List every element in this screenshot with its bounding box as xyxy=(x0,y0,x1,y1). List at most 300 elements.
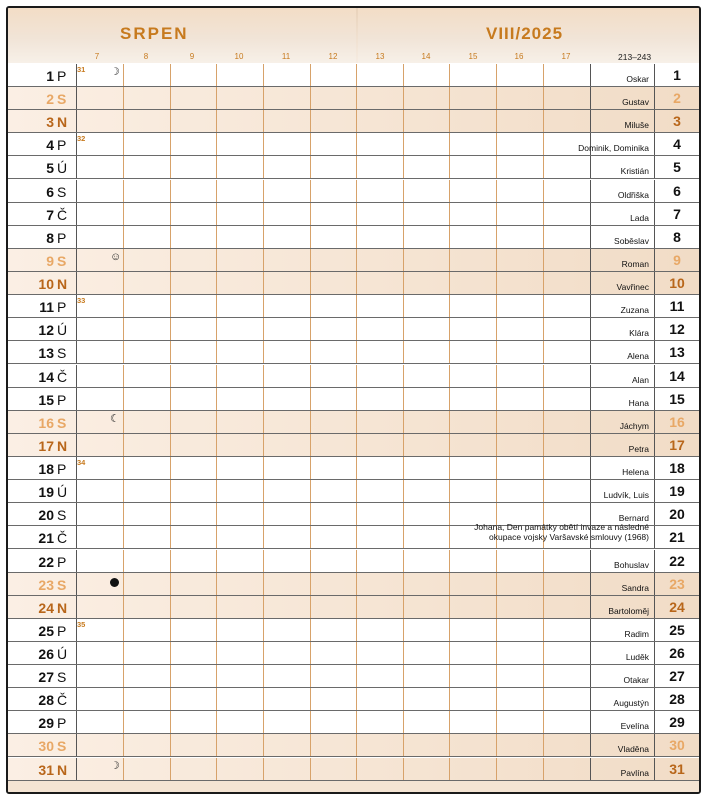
weekday-letter: Č xyxy=(57,368,68,385)
day-row[interactable] xyxy=(8,64,699,87)
grid-line xyxy=(76,365,77,387)
grid-line xyxy=(449,87,450,109)
grid-line xyxy=(590,295,591,317)
grid-line xyxy=(496,272,497,294)
day-row[interactable] xyxy=(8,203,699,226)
name-day: Petra xyxy=(628,443,649,454)
grid-line xyxy=(76,203,77,225)
day-number-right: 26 xyxy=(669,645,685,661)
grid-line xyxy=(310,249,311,271)
new-moon-icon xyxy=(110,578,119,587)
day-row[interactable] xyxy=(8,249,699,272)
day-row[interactable] xyxy=(8,365,699,388)
grid-line xyxy=(216,365,217,387)
month-title: SRPEN xyxy=(120,24,189,43)
grid-line xyxy=(216,734,217,756)
day-row[interactable] xyxy=(8,758,699,781)
grid-line xyxy=(449,711,450,733)
grid-line xyxy=(263,110,264,132)
grid-line xyxy=(76,110,77,132)
grid-line xyxy=(310,64,311,86)
grid-line xyxy=(403,64,404,86)
day-row[interactable] xyxy=(8,457,699,480)
grid-line xyxy=(403,156,404,178)
grid-line xyxy=(403,688,404,710)
grid-line xyxy=(356,457,357,479)
grid-line xyxy=(449,318,450,340)
day-number-right: 11 xyxy=(669,298,685,315)
weekday-letter: S xyxy=(57,252,67,269)
day-row[interactable] xyxy=(8,133,699,156)
day-row[interactable] xyxy=(8,411,699,434)
day-row[interactable] xyxy=(8,226,699,249)
grid-line xyxy=(403,619,404,641)
grid-line xyxy=(449,295,450,317)
grid-line xyxy=(590,272,591,294)
day-number-right: 1 xyxy=(673,67,681,83)
grid-line xyxy=(310,734,311,756)
name-day: Ludvík, Luis xyxy=(603,490,649,501)
grid-line xyxy=(263,619,264,641)
grid-line xyxy=(170,87,171,109)
grid-line xyxy=(590,642,591,664)
grid-line xyxy=(403,457,404,479)
grid-line xyxy=(123,411,124,433)
day-number-right: 15 xyxy=(669,390,685,407)
grid-line xyxy=(356,688,357,710)
grid-line xyxy=(263,365,264,387)
grid-line xyxy=(76,411,77,433)
day-number: 10 xyxy=(38,276,54,293)
day-row[interactable] xyxy=(8,388,699,411)
grid-line xyxy=(496,734,497,756)
grid-line xyxy=(543,110,544,132)
day-of-year-range: 213–243 xyxy=(618,52,652,62)
grid-line xyxy=(216,711,217,733)
grid-line xyxy=(216,318,217,340)
grid-line xyxy=(590,64,591,86)
grid-line xyxy=(123,619,124,641)
weekday-letter: Č xyxy=(57,206,68,223)
weekday-letter: P xyxy=(57,461,67,478)
day-number-right: 23 xyxy=(669,575,685,592)
day-number: 16 xyxy=(38,414,54,431)
hour-label: 9 xyxy=(189,52,195,61)
grid-line xyxy=(356,711,357,733)
week-number: 33 xyxy=(77,296,86,306)
grid-line xyxy=(310,526,311,548)
grid-line xyxy=(496,203,497,225)
grid-line xyxy=(76,341,77,363)
day-row[interactable] xyxy=(8,711,699,734)
grid-line xyxy=(543,388,544,410)
grid-line xyxy=(403,758,404,780)
grid-line xyxy=(496,411,497,433)
day-row[interactable] xyxy=(8,318,699,341)
day-row[interactable] xyxy=(8,156,699,179)
grid-line xyxy=(356,642,357,664)
grid-line xyxy=(543,758,544,780)
grid-line xyxy=(263,249,264,271)
hour-label: 11 xyxy=(281,52,291,61)
grid-line xyxy=(543,688,544,710)
grid-line xyxy=(310,226,311,248)
grid-line xyxy=(263,180,264,202)
grid-line xyxy=(170,573,171,595)
grid-line xyxy=(123,226,124,248)
grid-line xyxy=(310,341,311,363)
grid-line xyxy=(403,272,404,294)
grid-line xyxy=(170,550,171,572)
weekday-letter: Č xyxy=(57,530,68,547)
grid-line xyxy=(310,596,311,618)
day-number: 25 xyxy=(38,622,54,639)
grid-line xyxy=(496,64,497,86)
day-number-right: 28 xyxy=(669,691,685,708)
grid-line xyxy=(76,688,77,710)
grid-line xyxy=(170,226,171,248)
day-number: 22 xyxy=(38,553,54,570)
name-day: Bohuslav xyxy=(614,559,649,570)
grid-line xyxy=(216,596,217,618)
day-row[interactable] xyxy=(8,734,699,757)
grid-line xyxy=(590,318,591,340)
grid-line xyxy=(170,596,171,618)
grid-line xyxy=(356,203,357,225)
grid-line xyxy=(170,295,171,317)
grid-line xyxy=(590,550,591,572)
grid-line xyxy=(170,734,171,756)
hour-label: 15 xyxy=(468,52,478,61)
grid-line xyxy=(216,87,217,109)
grid-line xyxy=(356,734,357,756)
grid-line xyxy=(263,318,264,340)
grid-line xyxy=(403,665,404,687)
week-number: 32 xyxy=(77,134,86,144)
day-row[interactable] xyxy=(8,619,699,642)
grid-line xyxy=(123,110,124,132)
day-row[interactable] xyxy=(8,596,699,619)
grid-line xyxy=(590,226,591,248)
name-day: Evelína xyxy=(620,721,649,732)
grid-line xyxy=(496,180,497,202)
weekday-letter: N xyxy=(57,437,68,454)
weekday-letter: S xyxy=(57,345,67,362)
grid-line xyxy=(123,734,124,756)
day-number: 30 xyxy=(38,738,54,755)
day-number-right: 2 xyxy=(673,90,681,107)
grid-line xyxy=(496,434,497,456)
grid-line xyxy=(590,180,591,202)
grid-line xyxy=(263,203,264,225)
grid-line xyxy=(123,180,124,202)
grid-line xyxy=(216,619,217,641)
grid-line xyxy=(403,642,404,664)
grid-line xyxy=(543,596,544,618)
grid-line xyxy=(123,526,124,548)
weekday-letter: S xyxy=(57,576,67,593)
grid-line xyxy=(403,87,404,109)
name-day: Zuzana xyxy=(620,305,649,316)
day-row[interactable] xyxy=(8,480,699,503)
name-day-line: Johana, Den památky obětí invaze a následné xyxy=(474,522,649,533)
name-day: Soběslav xyxy=(614,235,649,246)
grid-line xyxy=(76,272,77,294)
grid-line xyxy=(263,596,264,618)
grid-line xyxy=(496,758,497,780)
grid-line xyxy=(449,203,450,225)
grid-line xyxy=(263,480,264,502)
name-day: Augustýn xyxy=(613,698,649,709)
grid-line xyxy=(310,457,311,479)
grid-line xyxy=(403,411,404,433)
day-number-right: 20 xyxy=(669,506,685,523)
grid-line xyxy=(123,457,124,479)
grid-line xyxy=(543,203,544,225)
grid-line xyxy=(449,180,450,202)
day-number: 14 xyxy=(38,368,54,385)
grid-line xyxy=(123,64,124,86)
grid-line xyxy=(123,688,124,710)
grid-line xyxy=(310,503,311,525)
grid-line xyxy=(543,665,544,687)
grid-line xyxy=(403,734,404,756)
weekday-letter: S xyxy=(57,91,67,108)
day-number: 31 xyxy=(38,761,54,778)
grid-line xyxy=(590,156,591,178)
grid-line xyxy=(310,480,311,502)
grid-line xyxy=(310,272,311,294)
grid-line xyxy=(356,758,357,780)
day-number-right: 24 xyxy=(669,598,685,615)
day-number-right: 8 xyxy=(673,228,681,245)
name-day: Alena xyxy=(627,351,649,362)
day-number-right: 6 xyxy=(673,182,681,199)
grid-line xyxy=(310,411,311,433)
grid-line xyxy=(216,480,217,502)
day-row[interactable] xyxy=(8,110,699,133)
grid-line xyxy=(76,573,77,595)
day-row[interactable] xyxy=(8,550,699,573)
header-divider xyxy=(356,8,358,63)
day-number-right: 3 xyxy=(673,113,681,130)
day-number: 8 xyxy=(46,229,54,246)
grid-line xyxy=(123,87,124,109)
grid-line xyxy=(123,203,124,225)
day-number: 20 xyxy=(38,507,54,524)
day-number-right: 27 xyxy=(669,668,685,685)
grid-line xyxy=(123,156,124,178)
grid-line xyxy=(263,156,264,178)
day-number: 13 xyxy=(38,345,54,362)
grid-line xyxy=(543,341,544,363)
grid-line xyxy=(590,573,591,595)
grid-line xyxy=(449,688,450,710)
day-number-right: 5 xyxy=(673,159,681,176)
grid-line xyxy=(356,272,357,294)
day-row[interactable] xyxy=(8,341,699,364)
grid-line xyxy=(403,133,404,155)
grid-line xyxy=(543,457,544,479)
grid-line xyxy=(76,180,77,202)
grid-line xyxy=(310,758,311,780)
grid-line xyxy=(590,365,591,387)
weekday-letter: P xyxy=(57,715,67,732)
day-row[interactable] xyxy=(8,642,699,665)
hour-label: 14 xyxy=(421,52,431,61)
grid-line xyxy=(263,642,264,664)
grid-line xyxy=(310,711,311,733)
grid-line xyxy=(263,411,264,433)
grid-line xyxy=(590,665,591,687)
day-number: 29 xyxy=(38,715,54,732)
grid-line xyxy=(496,619,497,641)
grid-line xyxy=(76,156,77,178)
grid-line xyxy=(263,226,264,248)
grid-line xyxy=(310,110,311,132)
day-row[interactable] xyxy=(8,522,699,549)
grid-line xyxy=(403,434,404,456)
name-day: Miluše xyxy=(624,120,649,131)
grid-line xyxy=(170,642,171,664)
grid-line xyxy=(543,64,544,86)
grid-line xyxy=(263,526,264,548)
grid-line xyxy=(543,365,544,387)
day-number-right: 18 xyxy=(669,460,685,477)
grid-line xyxy=(356,434,357,456)
grid-line xyxy=(449,64,450,86)
grid-line xyxy=(449,665,450,687)
grid-line xyxy=(170,480,171,502)
grid-line xyxy=(449,573,450,595)
grid-line xyxy=(449,550,450,572)
grid-line xyxy=(216,388,217,410)
name-day: Vladěna xyxy=(617,744,649,755)
grid-line xyxy=(496,388,497,410)
grid-line xyxy=(403,341,404,363)
grid-line xyxy=(170,341,171,363)
grid-line xyxy=(216,642,217,664)
grid-line xyxy=(543,642,544,664)
grid-line xyxy=(356,295,357,317)
day-number: 24 xyxy=(38,599,54,616)
grid-line xyxy=(590,734,591,756)
day-row[interactable] xyxy=(8,87,699,110)
grid-line xyxy=(76,434,77,456)
grid-line xyxy=(216,272,217,294)
day-row[interactable] xyxy=(8,434,699,457)
grid-line xyxy=(356,133,357,155)
day-row[interactable] xyxy=(8,295,699,318)
grid-line xyxy=(76,503,77,525)
grid-line xyxy=(356,341,357,363)
grid-line xyxy=(496,133,497,155)
full-moon-icon: ☺ xyxy=(110,250,122,263)
grid-line xyxy=(356,87,357,109)
grid-line xyxy=(216,411,217,433)
grid-line xyxy=(170,411,171,433)
grid-line xyxy=(543,156,544,178)
grid-line xyxy=(403,388,404,410)
day-row[interactable] xyxy=(8,180,699,203)
hour-label: 17 xyxy=(561,52,571,61)
grid-line xyxy=(496,665,497,687)
grid-line xyxy=(170,203,171,225)
weekday-letter: N xyxy=(57,114,68,131)
hour-label: 16 xyxy=(514,52,524,61)
grid-line xyxy=(76,642,77,664)
grid-line xyxy=(216,550,217,572)
day-number-right: 30 xyxy=(669,737,685,754)
grid-line xyxy=(76,480,77,502)
grid-line xyxy=(76,665,77,687)
grid-line xyxy=(76,226,77,248)
grid-line xyxy=(496,341,497,363)
grid-line xyxy=(356,550,357,572)
grid-line xyxy=(590,457,591,479)
grid-line xyxy=(356,249,357,271)
grid-line xyxy=(310,203,311,225)
name-day: Sandra xyxy=(621,582,649,593)
week-number: 35 xyxy=(77,619,86,629)
grid-line xyxy=(310,619,311,641)
grid-line xyxy=(449,734,450,756)
name-day: Bartoloměj xyxy=(608,605,649,616)
grid-line xyxy=(216,249,217,271)
day-number: 27 xyxy=(38,669,54,686)
grid-line xyxy=(496,480,497,502)
grid-line xyxy=(76,87,77,109)
day-number: 15 xyxy=(38,391,54,408)
grid-line xyxy=(543,411,544,433)
day-row[interactable] xyxy=(8,272,699,295)
name-day: Vavřinec xyxy=(616,282,649,293)
grid-line xyxy=(449,411,450,433)
grid-line xyxy=(403,550,404,572)
grid-line xyxy=(543,734,544,756)
grid-line xyxy=(216,758,217,780)
grid-line xyxy=(263,665,264,687)
weekday-letter: P xyxy=(57,553,67,570)
day-row[interactable] xyxy=(8,665,699,688)
grid-line xyxy=(310,642,311,664)
weekday-letter: N xyxy=(57,761,68,778)
grid-line xyxy=(310,434,311,456)
grid-line xyxy=(216,226,217,248)
grid-line xyxy=(263,64,264,86)
grid-line xyxy=(496,110,497,132)
grid-line xyxy=(216,180,217,202)
grid-line xyxy=(403,226,404,248)
grid-line xyxy=(496,226,497,248)
day-row[interactable] xyxy=(8,688,699,711)
day-number-right: 9 xyxy=(673,251,681,268)
day-number-right: 21 xyxy=(669,529,685,546)
period-title: VIII/2025 xyxy=(486,24,564,43)
grid-line xyxy=(590,758,591,780)
grid-line xyxy=(356,619,357,641)
day-number-right: 14 xyxy=(669,367,685,384)
day-number-right: 17 xyxy=(669,436,685,453)
day-number: 5 xyxy=(46,160,54,177)
grid-line xyxy=(216,156,217,178)
day-number-right: 25 xyxy=(669,621,685,638)
day-row[interactable] xyxy=(8,573,699,596)
weekday-letter: S xyxy=(57,507,67,524)
grid-line xyxy=(449,388,450,410)
grid-line xyxy=(356,665,357,687)
grid-line xyxy=(590,596,591,618)
